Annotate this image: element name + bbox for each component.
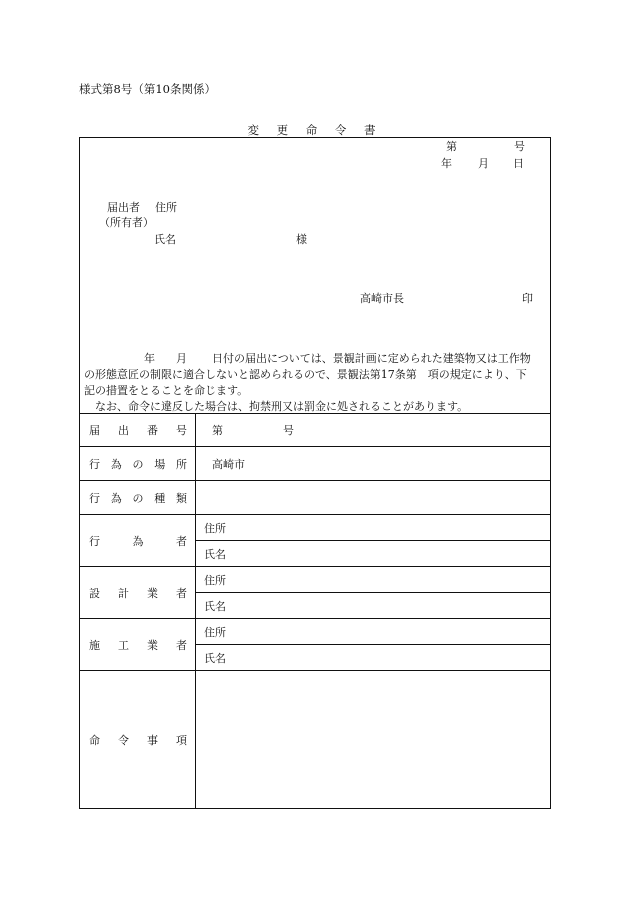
- doc-number-go: 号: [514, 140, 525, 153]
- order-items-field[interactable]: [204, 671, 544, 808]
- body-month: 月: [176, 352, 187, 365]
- owner-note: （所有者）: [99, 216, 154, 229]
- notifier-address-label: 住所: [155, 201, 177, 214]
- body-year: 年: [144, 352, 155, 365]
- sub-row-rule: [195, 540, 551, 541]
- notification-number-field[interactable]: 第 号: [212, 424, 294, 437]
- builder-address-field[interactable]: 住所: [204, 625, 226, 639]
- document-title: 変 更 命 令 書: [247, 123, 383, 137]
- designer-address-field[interactable]: 住所: [204, 573, 226, 587]
- label-notification-number: 届 出 番 号: [89, 424, 187, 437]
- notifier-name-label: 氏名: [154, 233, 176, 246]
- body-line-4: なお、命令に違反した場合は、拘禁刑又は罰金に処されることがあります。: [95, 400, 469, 413]
- label-action-type: 行 為 の 種 類: [89, 491, 187, 505]
- label-designer: 設 計 業 者: [89, 586, 187, 600]
- issuer-title: 高崎市長: [360, 292, 404, 305]
- notifier-label: 届出者: [107, 201, 140, 214]
- label-order-items: 命 令 事 項: [89, 733, 187, 747]
- sub-row-rule: [195, 644, 551, 645]
- label-action-place: 行 為 の 場 所: [89, 457, 187, 471]
- honorific-sama: 様: [296, 233, 307, 246]
- label-builder: 施 工 業 者: [89, 638, 187, 652]
- label-actor: 行 為 者: [89, 534, 187, 548]
- date-year: 年: [441, 157, 452, 170]
- builder-name-field[interactable]: 氏名: [204, 651, 226, 665]
- form-number-header: 様式第8号（第10条関係）: [79, 82, 216, 96]
- body-line-3: 記の措置をとることを命じます。: [84, 384, 249, 397]
- action-type-field[interactable]: [204, 481, 544, 514]
- actor-name-field[interactable]: 氏名: [204, 547, 226, 561]
- body-line-2: の形態意匠の制限に適合しないと認められるので、景観法第17条第 項の規定により、下: [84, 368, 527, 381]
- doc-number-dai: 第: [446, 140, 457, 153]
- seal-mark: 印: [522, 292, 533, 305]
- sub-row-rule: [195, 592, 551, 593]
- date-day: 日: [513, 157, 524, 170]
- designer-name-field[interactable]: 氏名: [204, 599, 226, 613]
- body-line-1: 日付の届出については、景観計画に定められた建築物又は工作物: [212, 352, 531, 365]
- date-month: 月: [478, 157, 489, 170]
- actor-address-field[interactable]: 住所: [204, 521, 226, 535]
- action-place-field[interactable]: 高崎市: [212, 457, 245, 471]
- column-divider: [195, 413, 196, 809]
